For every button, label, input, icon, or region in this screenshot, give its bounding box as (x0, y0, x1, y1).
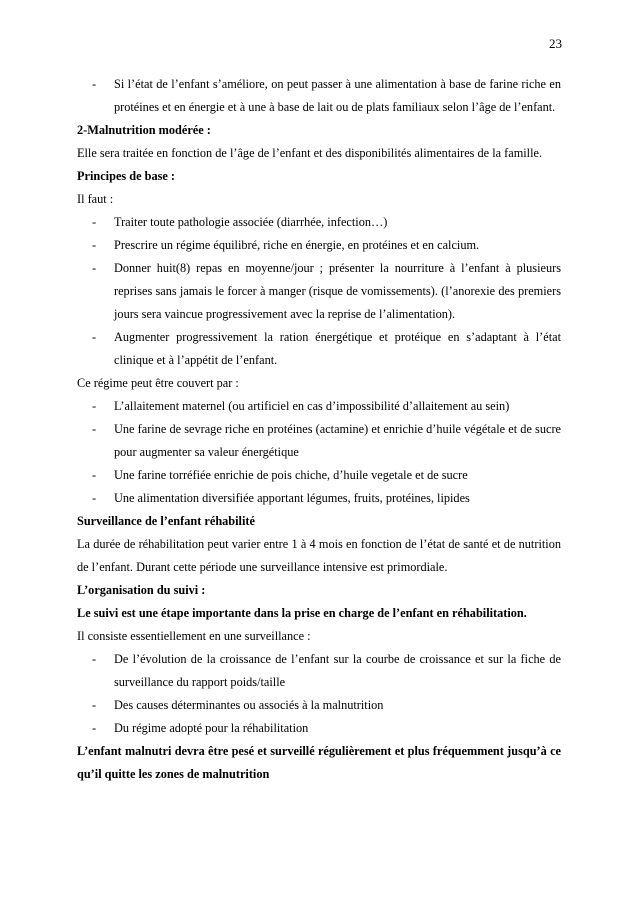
list-item: - Si l’état de l’enfant s’améliore, on peut passer à une alimentation à base de farine riche en protéines et en énergie et à une à base de lait ou de plats familiaux selon l’âge de l’enfant. (77, 73, 561, 119)
list-item: - Une farine de sevrage riche en protéines (actamine) et enrichie d’huile végétale et de sucre pour augmenter sa valeur énergétique (77, 418, 561, 464)
paragraph-moderate: Elle sera traitée en fonction de l’âge de l’enfant et des disponibilités alimentaires de la famille. (77, 146, 543, 160)
list-item: - De l’évolution de la croissance de l’enfant sur la courbe de croissance et sur la fiche de surveillance du rapport poids/taille (77, 648, 561, 694)
list-item: - Du régime adopté pour la réhabilitation (77, 717, 561, 740)
regime-list (77, 395, 561, 510)
principles-intro: Il faut : (77, 192, 114, 206)
paragraph-surveillance: La durée de réhabilitation peut varier entre 1 à 4 mois en fonction de l’état de santé et de nutrition de l’enfant. Durant cette période une surveillance intensive est primordiale. (77, 537, 561, 574)
section-heading-moderate: 2-Malnutrition modérée : (77, 123, 211, 137)
conclusion: L’enfant malnutri devra être pesé et surveillé régulièrement et plus fréquemment jusqu’à ce qu’il quitte les zones de malnutrition (77, 744, 561, 781)
principles-list (77, 211, 561, 372)
list-item: - Traiter toute pathologie associée (diarrhée, infection…) (77, 211, 561, 234)
bold-statement: Le suivi est une étape importante dans la prise en charge de l’enfant en réhabilitation. (77, 606, 527, 620)
section-heading-organisation: L’organisation du suivi : (77, 583, 206, 597)
list-item: - Des causes déterminantes ou associés à la malnutrition (77, 694, 561, 717)
section-heading-principles: Principes de base : (77, 169, 176, 183)
organisation-list (77, 648, 561, 740)
organisation-intro: Il consiste essentiellement en une surveillance : (77, 629, 311, 643)
document-body (77, 73, 561, 786)
list-item: - Une farine torréfiée enrichie de pois chiche, d’huile vegetale et de sucre (77, 464, 561, 487)
page-number: 23 (549, 36, 562, 51)
list-item: - Augmenter progressivement la ration énergétique et protéique en s’adaptant à l’état clinique et à l’appétit de l’enfant. (77, 326, 561, 372)
list-item: - Donner huit(8) repas en moyenne/jour ; présenter la nourriture à l’enfant à plusieurs reprises sans jamais le forcer à manger (risque de vomissements). (l’anorexie des premiers jours sera vaincue progressivement avec la reprise de l’alimentation). (77, 257, 561, 326)
list-item: - L’allaitement maternel (ou artificiel en cas d’impossibilité d’allaitement au sein) (77, 395, 561, 418)
regime-intro: Ce régime peut être couvert par : (77, 376, 239, 390)
section-heading-surveillance: Surveillance de l’enfant réhabilité (77, 514, 255, 528)
list-item: - Une alimentation diversifiée apportant légumes, fruits, protéines, lipides (77, 487, 561, 510)
list-item: - Prescrire un régime équilibré, riche en énergie, en protéines et en calcium. (77, 234, 561, 257)
top-list (77, 73, 561, 119)
